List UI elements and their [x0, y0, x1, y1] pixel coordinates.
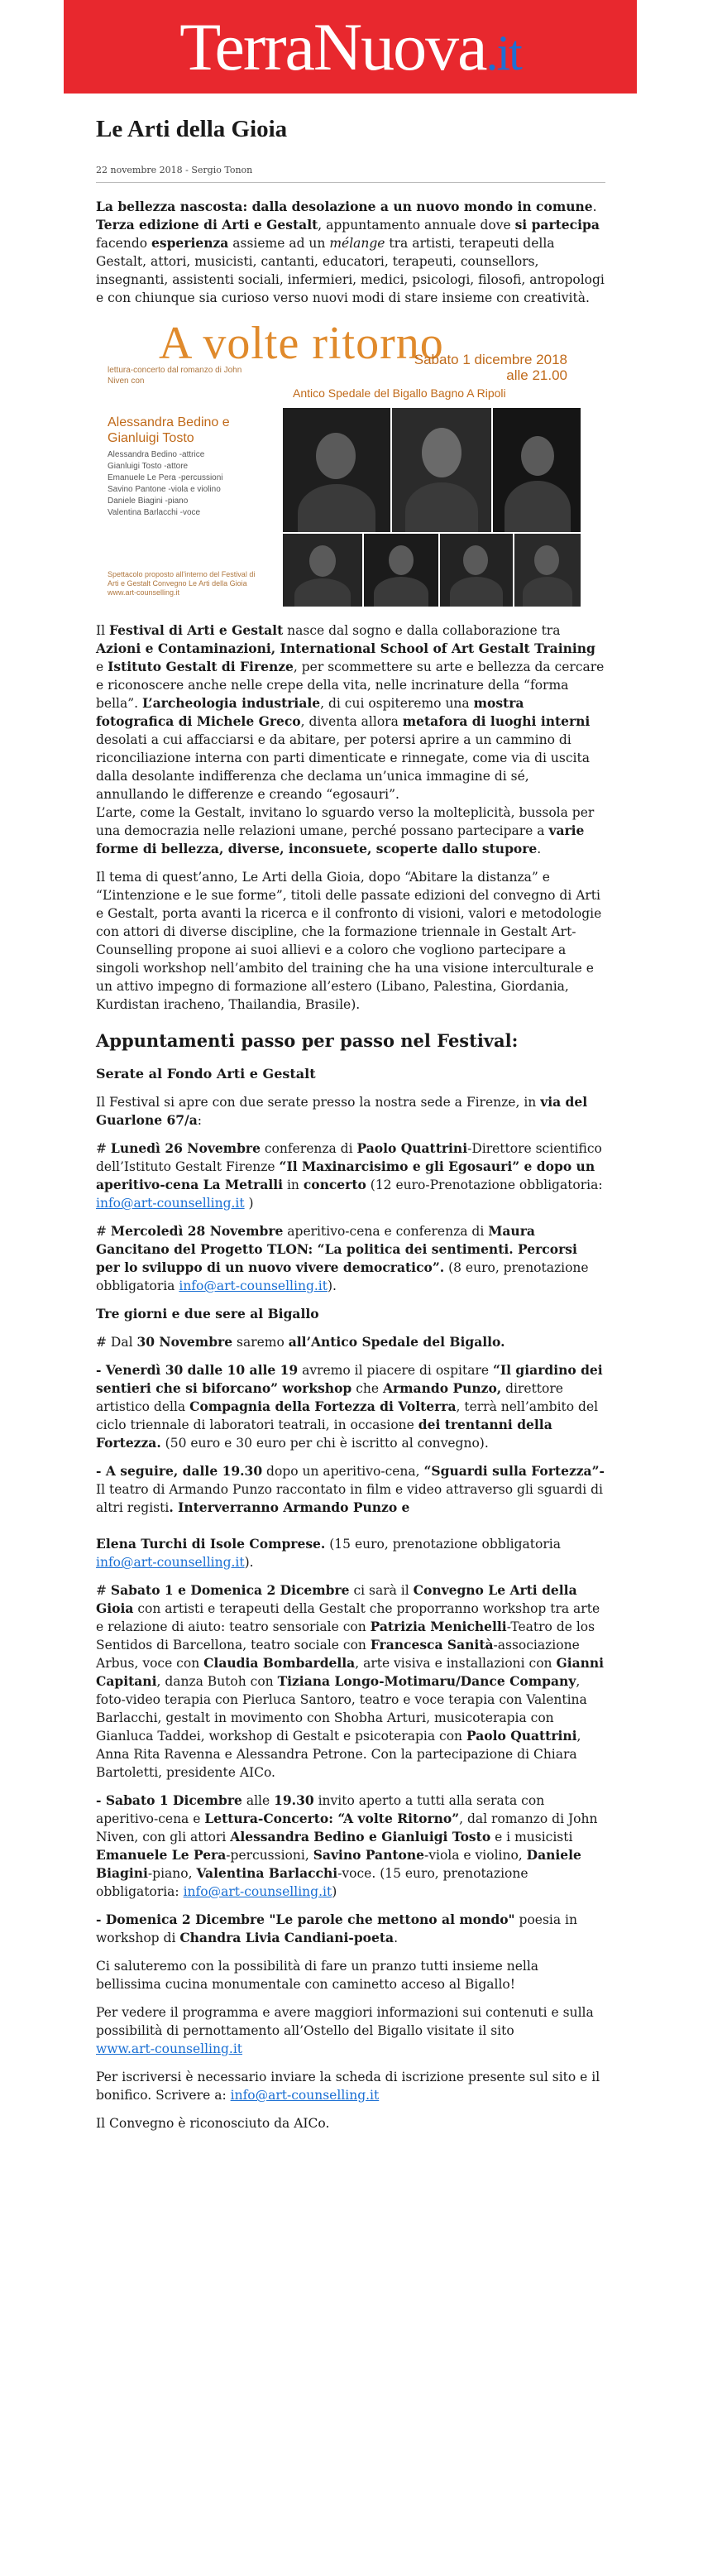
- poster-photo-singer: [514, 534, 581, 607]
- poster-photo-violinist: [440, 534, 513, 607]
- website-link[interactable]: www.art-counselling.it: [96, 2041, 243, 2056]
- closing-register: Per iscriversi è necessario inviare la scheda di iscrizione presente sul sito e il bonifico. Scrivere a: info@art-counselling.it: [96, 2070, 600, 2103]
- email-link[interactable]: info@art-counselling.it: [96, 1196, 245, 1211]
- divider: [96, 182, 605, 183]
- domenica-event: - Domenica 2 Dicembre "Le parole che mettono al mondo" poesia in workshop di Chandra Livia Candiani-poeta.: [96, 1912, 577, 1945]
- closing-info: Per vedere il programma e avere maggiori informazioni sui contenuti e sulla possibilità di pernottamento all’Ostello del Bigallo visitate il sito www.art-counselling.it: [96, 2005, 594, 2056]
- theme-paragraph: Il tema di quest’anno, Le Arti della Gioia, dopo “Abitare la distanza” e “L’intenzione e le sue forme”, titoli delle passate edizioni del convegno di Arti e Gestalt, porta avanti la ricerca e il confronto di visioni, valori e metodologie con attori di diverse discipline, che la formazione triennale in Gestalt Art-Counselling propone ai suoi allievi e a coloro che vogliono partecipare a singoli workshop nell’ambito del training che ha una visione interculturale e un attivo impegno di formazione all’estero (Libano, Palestina, Giordania, Kurdistan iracheno, Thailandia, Brasile).: [96, 870, 602, 1012]
- intro-paragraph: La bellezza nascosta: dalla desolazione a un nuovo mondo in comune. Terza edizione di Arti e Gestalt, appuntamento annuale dove si partecipa facendo esperienza assieme ad un mélange tra artisti, terapeuti della Gestalt, attori, musicisti, cantanti, educatori, terapeuti, counsellors, insegnanti, assistenti sociali, infermieri, medici, psicologi, filosofi, antropologi e con chiunque sia curioso verso nuovi modi di stare insieme con creatività.: [96, 199, 605, 305]
- bigallo-paragraph: # Dal 30 Novembre saremo all’Antico Spedale del Bigallo.: [96, 1334, 505, 1350]
- email-link[interactable]: info@art-counselling.it: [183, 1884, 332, 1899]
- poster-names: Alessandra Bedino e Gianluigi Tosto: [108, 415, 230, 445]
- event-poster: [101, 317, 581, 607]
- poster-photo-actor: [283, 408, 390, 532]
- mercoledi-event: # Mercoledì 28 Novembre aperitivo-cena e conferenza di Maura Gancitano del Progetto TLON: “La politica dei sentimenti. Percorsi per lo sviluppo di un nuovo vivere democratico”. (8 euro, prenotazione obbligatoria info@art-counselling.it).: [96, 1223, 589, 1293]
- seguire-event: - A seguire, dalle 19.30 dopo un aperitivo-cena, “Sguardi sulla Fortezza”- Il teatro di Armando Punzo raccontato in film e video attraverso gli sguardi di altri registi. Interverranno Armando Punzo e Elena Turchi di Isole Comprese. (15 euro, prenotazione obbligatoria info@art-counselling.it).: [96, 1463, 605, 1570]
- serate-paragraph: Il Festival si apre con due serate presso la nostra sede a Firenze, in via del Guarlone 67/a:: [96, 1094, 588, 1128]
- lunedi-event: # Lunedì 26 Novembre conferenza di Paolo Quattrini-Direttore scientifico dell’Istituto Gestalt Firenze “Il Maxinarcisimo e gli Egosauri” e dopo un aperitivo-cena La Metralli in concerto (12 euro-Prenotazione obbligatoria: info@art-counselling.it ): [96, 1140, 603, 1211]
- poster-cast: Alessandra Bedino -attrice Gianluigi Tosto -attore Emanuele Le Pera -percussioni Savino Pantone -viola e violino Daniele Biagini -piano Valentina Barlacchi -voce: [108, 450, 223, 517]
- poster-photo-percussionist: [364, 534, 438, 607]
- email-link[interactable]: info@art-counselling.it: [179, 1278, 328, 1293]
- bigallo-heading: Tre giorni e due sere al Bigallo: [96, 1306, 319, 1322]
- poster-subtitle: lettura-concerto dal romanzo di John Niven con: [108, 366, 242, 386]
- sabato-sera-event: - Sabato 1 Dicembre alle 19.30 invito aperto a tutti alla serata con aperitivo-cena e Lettura-Concerto: “A volte Ritorno”, dal romanzo di John Niven, con gli attori Alessandra Bedino e Gianluigi Tosto e i musicisti Emanuele Le Pera-percussioni, Savino Pantone-viola e violino, Daniele Biagini-piano, Valentina Barlacchi-voce. (15 euro, prenotazione obbligatoria: info@art-counselling.it): [96, 1792, 598, 1899]
- poster-photo-pianist: [283, 534, 362, 607]
- venerdi-event: - Venerdì 30 dalle 10 alle 19 avremo il piacere di ospitare “Il giardino dei sentieri che si biforcano” workshop che Armando Punzo, direttore artistico della Compagnia della Fortezza di Volterra, terrà nell’ambito del ciclo triennale di laboratori teatrali, in occasione dei trentanni della Fortezza. (50 euro e 30 euro per chi è iscritto al convegno).: [96, 1362, 603, 1451]
- section-heading: Appuntamenti passo per passo nel Festival:: [96, 1030, 519, 1051]
- poster-sponsor: Spettacolo proposto all'interno del Festival di Arti e Gestalt Convegno Le Arti della Gioia www.art-counselling.it: [108, 570, 256, 597]
- poster-date: Sabato 1 dicembre 2018 alle 21.00: [414, 352, 567, 383]
- article-meta: 22 novembre 2018 - Sergio Tonon: [96, 165, 253, 175]
- poster-photo-actress: [392, 408, 491, 532]
- sabato-event: # Sabato 1 e Domenica 2 Dicembre ci sarà il Convegno Le Arti della Gioia con artisti e terapeuti della Gestalt che proporranno workshop tra arte e relazione di aiuto: teatro sensoriale con Patrizia Menichelli-Teatro de los Sentidos di Barcellona, teatro sociale con Francesca Sanità-associazione Arbus, voce con Claudia Bombardella, arte visiva e installazioni con Gianni Capitani, danza Butoh con Tiziana Longo-Motimaru/Dance Company, foto-video terapia con Pierluca Santoro, teatro e voce terapia con Valentina Barlacchi, gestalt in movimento con Shobha Arturi, musicoterapia con Gianluca Taddei, workshop di Gestalt e psicoterapia con Paolo Quattrini, Anna Rita Ravenna e Alessandra Petrone. Con la partecipazione di Chiara Bartoletti, presidente AICo.: [96, 1582, 605, 1780]
- poster-place: Antico Spedale del Bigallo Bagno A Ripoli: [293, 386, 506, 400]
- email-link[interactable]: info@art-counselling.it: [230, 2088, 380, 2103]
- closing-lunch: Ci saluteremo con la possibilità di fare un pranzo tutti insieme nella bellissima cucina monumentale con caminetto acceso al Bigallo!: [96, 1959, 539, 1992]
- poster-photo-musician: [493, 408, 581, 532]
- festival-paragraph: Il Festival di Arti e Gestalt nasce dal sogno e dalla collaborazione tra Azioni e Contaminazioni, International School of Art Gestalt Training e Istituto Gestalt di Firenze, per scommettere su arte e bellezza da cercare e riconoscere anche nelle crepe della vita, nelle incrinature della “forma bella”. L’archeologia industriale, di cui ospiteremo una mostra fotografica di Michele Greco, diventa allora metafora di luoghi interni desolati a cui affacciarsi e da abitare, per potersi aprire a un cammino di riconciliazione interna con parti dimenticate e rinnegate, come via di uscita dalla desolante indifferenza che declama un’unica immagine di sé, annullando le differenze e creando “egosauri”. L’arte, come la Gestalt, invitano lo sguardo verso la molteplicità, bussola per una democrazia nelle relazioni umane, perché possano partecipare a varie forme di bellezza, diverse, inconsuete, scoperte dallo stupore.: [96, 622, 605, 856]
- article-title: Le Arti della Gioia: [96, 116, 288, 142]
- poster-title: A volte ritorno: [159, 318, 444, 369]
- serate-heading: Serate al Fondo Arti e Gestalt: [96, 1066, 316, 1082]
- email-link[interactable]: info@art-counselling.it: [96, 1555, 245, 1570]
- article: [96, 108, 605, 2142]
- site-logo[interactable]: TerraNuova.it: [179, 9, 521, 84]
- site-header-banner: [64, 0, 637, 94]
- closing-aico: Il Convegno è riconosciuto da AICo.: [96, 2116, 330, 2131]
